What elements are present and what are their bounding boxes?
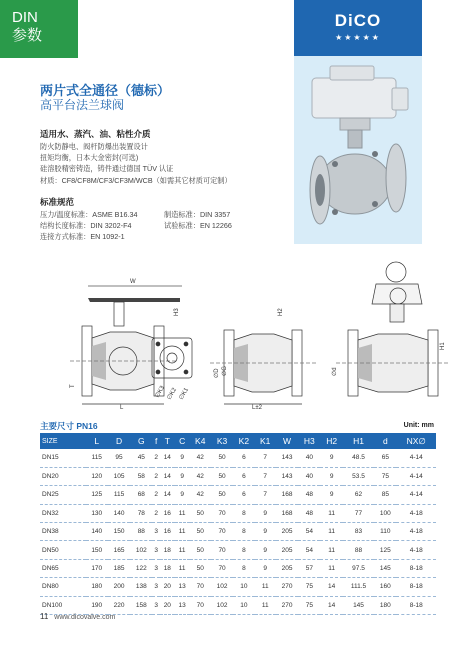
table-cell: 14 <box>160 486 175 504</box>
table-cell: 11 <box>175 523 190 541</box>
table-cell: 220 <box>108 596 130 614</box>
table-cell: 11 <box>255 596 276 614</box>
table-title: 主要尺寸 PN16 <box>40 421 98 431</box>
table-cell: 70 <box>190 596 211 614</box>
table-cell: 190 <box>86 596 108 614</box>
drawing-side-section <box>70 279 182 410</box>
table-cell: 3 <box>152 523 159 541</box>
table-cell: 8-18 <box>396 559 436 577</box>
table-cell: 180 <box>374 596 396 614</box>
label-Od: ∅d <box>332 367 338 376</box>
product-title: 两片式全通径（德标） <box>40 83 171 98</box>
table-row <box>40 504 436 522</box>
table-cell: 105 <box>108 467 130 485</box>
table-header-row <box>40 433 436 449</box>
table-cell: 13 <box>175 578 190 596</box>
standard-item: 结构长度标准：DIN 3202-F4 <box>40 221 132 231</box>
table-cell: 111.5 <box>343 578 374 596</box>
table-cell: 138 <box>130 578 152 596</box>
table-cell: 205 <box>276 559 298 577</box>
table-cell: 160 <box>374 578 396 596</box>
table-cell: 70 <box>211 523 233 541</box>
table-cell: 54 <box>298 523 320 541</box>
label-L2: L±2 <box>252 405 262 410</box>
table-cell: 110 <box>374 523 396 541</box>
label-H1: H1 <box>440 342 446 350</box>
table-cell: DN32 <box>40 504 86 522</box>
column-header: H2 <box>320 433 342 449</box>
valve-photo <box>300 62 418 240</box>
table-row <box>40 541 436 559</box>
table-cell: 125 <box>86 486 108 504</box>
column-header: G <box>130 433 152 449</box>
column-header: K2 <box>233 433 254 449</box>
table-cell: 54 <box>298 541 320 559</box>
table-cell: 62 <box>343 486 374 504</box>
table-cell: 3 <box>152 559 159 577</box>
table-cell: 58 <box>130 467 152 485</box>
standards-row <box>40 220 290 231</box>
table-cell: 48 <box>298 486 320 504</box>
page-footer <box>40 612 115 621</box>
column-header: NX∅ <box>396 433 436 449</box>
standards-row <box>40 209 290 220</box>
table-cell: 3 <box>152 596 159 614</box>
table-cell: 2 <box>152 504 159 522</box>
table-cell: 70 <box>190 578 211 596</box>
table-cell: 14 <box>320 578 342 596</box>
table-cell: 8-18 <box>396 578 436 596</box>
website-url: www.dicovalve.com <box>54 614 116 621</box>
column-header: SIZE <box>40 433 86 449</box>
table-cell: 88 <box>130 523 152 541</box>
table-cell: 11 <box>320 523 342 541</box>
table-cell: 170 <box>86 559 108 577</box>
table-cell: 130 <box>86 504 108 522</box>
table-cell: DN80 <box>40 578 86 596</box>
table-cell: 88 <box>343 541 374 559</box>
label-K2: ∅K2 <box>166 387 179 401</box>
feature-item: 材质：CF8/CF8M/CF3/CF3M/WCB（如需其它材质可定制） <box>40 175 232 185</box>
table-cell: 8 <box>233 559 254 577</box>
table-cell: 57 <box>298 559 320 577</box>
table-cell: 53.5 <box>343 467 374 485</box>
table-cell: 8 <box>233 523 254 541</box>
table-cell: 70 <box>211 504 233 522</box>
table-row <box>40 523 436 541</box>
table-body <box>40 449 436 615</box>
table-cell: 11 <box>175 559 190 577</box>
table-cell: 9 <box>175 467 190 485</box>
label-H2: H2 <box>278 308 284 316</box>
table-cell: 48 <box>298 504 320 522</box>
media-heading: 适用水、蒸汽、油、粘性介质 <box>40 129 151 139</box>
table-cell: 40 <box>298 449 320 467</box>
standard-item: 压力/温度标准：ASME B16.34 <box>40 210 138 219</box>
page-number: 11 <box>40 612 49 621</box>
table-cell: 20 <box>160 596 175 614</box>
table-cell: 8 <box>233 541 254 559</box>
table-cell: 14 <box>320 596 342 614</box>
section-tab <box>0 0 78 58</box>
table-cell: 9 <box>255 559 276 577</box>
table-cell: 7 <box>255 467 276 485</box>
table-cell: 9 <box>175 486 190 504</box>
column-header: d <box>374 433 396 449</box>
table-cell: 42 <box>190 467 211 485</box>
table-cell: 9 <box>320 467 342 485</box>
unit-label: Unit: mm <box>403 422 434 429</box>
column-header: T <box>160 433 175 449</box>
table-cell: 125 <box>374 541 396 559</box>
table-cell: 102 <box>130 541 152 559</box>
table-cell: 100 <box>374 504 396 522</box>
table-cell: 7 <box>255 486 276 504</box>
table-cell: 4-14 <box>396 449 436 467</box>
table-cell: 8-18 <box>396 596 436 614</box>
table-cell: 14 <box>160 467 175 485</box>
table-cell: 4-14 <box>396 467 436 485</box>
table-cell: DN100 <box>40 596 86 614</box>
table-cell: DN65 <box>40 559 86 577</box>
table-row <box>40 486 436 504</box>
column-header: K4 <box>190 433 211 449</box>
table-cell: 11 <box>255 578 276 596</box>
table-cell: 20 <box>160 578 175 596</box>
table-cell: 48.5 <box>343 449 374 467</box>
column-header: H3 <box>298 433 320 449</box>
column-header: C <box>175 433 190 449</box>
tab-line-1: DIN <box>12 9 38 26</box>
column-header: K3 <box>211 433 233 449</box>
table-row <box>40 559 436 577</box>
table-cell: 9 <box>320 449 342 467</box>
table-cell: 2 <box>152 486 159 504</box>
table-cell: 270 <box>276 596 298 614</box>
table-cell: 50 <box>190 523 211 541</box>
column-header: W <box>276 433 298 449</box>
standard-item: 试验标准：EN 12266 <box>164 221 232 231</box>
table-cell: 95 <box>108 449 130 467</box>
table-cell: 4-14 <box>396 486 436 504</box>
table-cell: 6 <box>233 467 254 485</box>
table-cell: 50 <box>190 504 211 522</box>
table-cell: 11 <box>320 504 342 522</box>
feature-item: 防火防静电、阀杆防爆出装置设计 <box>40 142 148 151</box>
table-cell: 3 <box>152 578 159 596</box>
table-cell: 11 <box>320 559 342 577</box>
table-cell: 50 <box>211 467 233 485</box>
table-cell: 70 <box>211 559 233 577</box>
table-cell: 9 <box>255 504 276 522</box>
brand-logo <box>294 0 422 56</box>
table-cell: 68 <box>130 486 152 504</box>
drawing-gear-actuator <box>331 262 448 396</box>
table-cell: 9 <box>320 486 342 504</box>
table-cell: DN20 <box>40 467 86 485</box>
table-cell: 85 <box>374 486 396 504</box>
table-cell: 83 <box>343 523 374 541</box>
table-row <box>40 578 436 596</box>
standards-row <box>40 231 290 242</box>
table-cell: 115 <box>86 449 108 467</box>
label-W: W <box>130 279 136 285</box>
dimensions-table <box>40 433 436 615</box>
table-cell: 75 <box>298 596 320 614</box>
feature-list <box>40 141 232 186</box>
standards-heading: 标准规范 <box>40 197 75 207</box>
label-OG: ∅G <box>222 366 228 376</box>
table-cell: 120 <box>86 467 108 485</box>
product-subtitle: 高平台法兰球阀 <box>40 98 125 112</box>
table-cell: 200 <box>108 578 130 596</box>
technical-drawings <box>30 258 450 410</box>
table-cell: 11 <box>175 541 190 559</box>
table-cell: 205 <box>276 523 298 541</box>
table-cell: 16 <box>160 523 175 541</box>
table-cell: 9 <box>175 449 190 467</box>
column-header: H1 <box>343 433 374 449</box>
table-cell: 18 <box>160 541 175 559</box>
label-T: T <box>70 384 76 388</box>
table-cell: 4-18 <box>396 523 436 541</box>
table-cell: 8 <box>233 504 254 522</box>
table-cell: 97.5 <box>343 559 374 577</box>
table-cell: 4-18 <box>396 504 436 522</box>
table-cell: 7 <box>255 449 276 467</box>
table-cell: 6 <box>233 449 254 467</box>
table-cell: 168 <box>276 504 298 522</box>
table-cell: 16 <box>160 504 175 522</box>
table-cell: 180 <box>86 578 108 596</box>
table-cell: 6 <box>233 486 254 504</box>
table-cell: 10 <box>233 578 254 596</box>
table-cell: 140 <box>86 523 108 541</box>
label-L: L <box>120 405 124 410</box>
table-cell: 122 <box>130 559 152 577</box>
table-cell: 185 <box>108 559 130 577</box>
table-row <box>40 467 436 485</box>
table-cell: 102 <box>211 578 233 596</box>
table-cell: 140 <box>108 504 130 522</box>
table-cell: 18 <box>160 559 175 577</box>
table-cell: 270 <box>276 578 298 596</box>
brand-stars: ★★★★★ <box>335 33 381 42</box>
table-cell: 50 <box>211 449 233 467</box>
standards-grid <box>40 209 290 243</box>
table-cell: 75 <box>374 467 396 485</box>
column-header: L <box>86 433 108 449</box>
feature-item: 扭矩均衡，日本大金密封(可选) <box>40 153 139 163</box>
table-cell: 78 <box>130 504 152 522</box>
table-cell: 165 <box>108 541 130 559</box>
column-header: K1 <box>255 433 276 449</box>
table-cell: 2 <box>152 467 159 485</box>
table-cell: 9 <box>255 523 276 541</box>
label-OD: ∅D <box>214 368 220 378</box>
table-cell: 42 <box>190 486 211 504</box>
table-cell: 102 <box>211 596 233 614</box>
table-row <box>40 449 436 467</box>
table-cell: 42 <box>190 449 211 467</box>
table-cell: 115 <box>108 486 130 504</box>
label-H3: H3 <box>174 308 180 316</box>
column-header: f <box>152 433 159 449</box>
table-cell: 143 <box>276 449 298 467</box>
table-cell: 150 <box>86 541 108 559</box>
table-cell: 145 <box>343 596 374 614</box>
table-cell: 65 <box>374 449 396 467</box>
drawing-top-pad <box>152 338 192 401</box>
table-cell: 77 <box>343 504 374 522</box>
table-cell: 3 <box>152 541 159 559</box>
table-cell: 10 <box>233 596 254 614</box>
table-cell: 205 <box>276 541 298 559</box>
table-cell: 145 <box>374 559 396 577</box>
label-K3: ∅K3 <box>154 385 167 399</box>
table-cell: 158 <box>130 596 152 614</box>
table-cell: 9 <box>255 541 276 559</box>
table-cell: 13 <box>175 596 190 614</box>
table-cell: 75 <box>298 578 320 596</box>
table-cell: 11 <box>320 541 342 559</box>
table-cell: DN38 <box>40 523 86 541</box>
table-cell: 4-18 <box>396 541 436 559</box>
table-cell: 45 <box>130 449 152 467</box>
table-cell: 143 <box>276 467 298 485</box>
table-cell: 70 <box>211 541 233 559</box>
table-cell: DN25 <box>40 486 86 504</box>
table-cell: 150 <box>108 523 130 541</box>
table-cell: 40 <box>298 467 320 485</box>
column-header: D <box>108 433 130 449</box>
table-cell: 14 <box>160 449 175 467</box>
table-cell: 168 <box>276 486 298 504</box>
table-cell: 2 <box>152 449 159 467</box>
table-cell: 50 <box>190 559 211 577</box>
brand-name: DiCO <box>334 11 382 30</box>
table-cell: 50 <box>190 541 211 559</box>
table-cell: 11 <box>175 504 190 522</box>
table-cell: 50 <box>211 486 233 504</box>
tab-line-2: 参数 <box>12 27 43 44</box>
table-cell: DN50 <box>40 541 86 559</box>
feature-item: 硅溶胶精密铸造，铸件通过德国 TÜV 认证 <box>40 164 174 174</box>
standard-item: 连接方式标准：EN 1092-1 <box>40 232 125 242</box>
drawing-flange <box>210 308 316 410</box>
table-cell: DN15 <box>40 449 86 467</box>
standard-item: 制造标准：DIN 3357 <box>164 210 231 219</box>
label-K1: ∅K1 <box>178 387 191 401</box>
